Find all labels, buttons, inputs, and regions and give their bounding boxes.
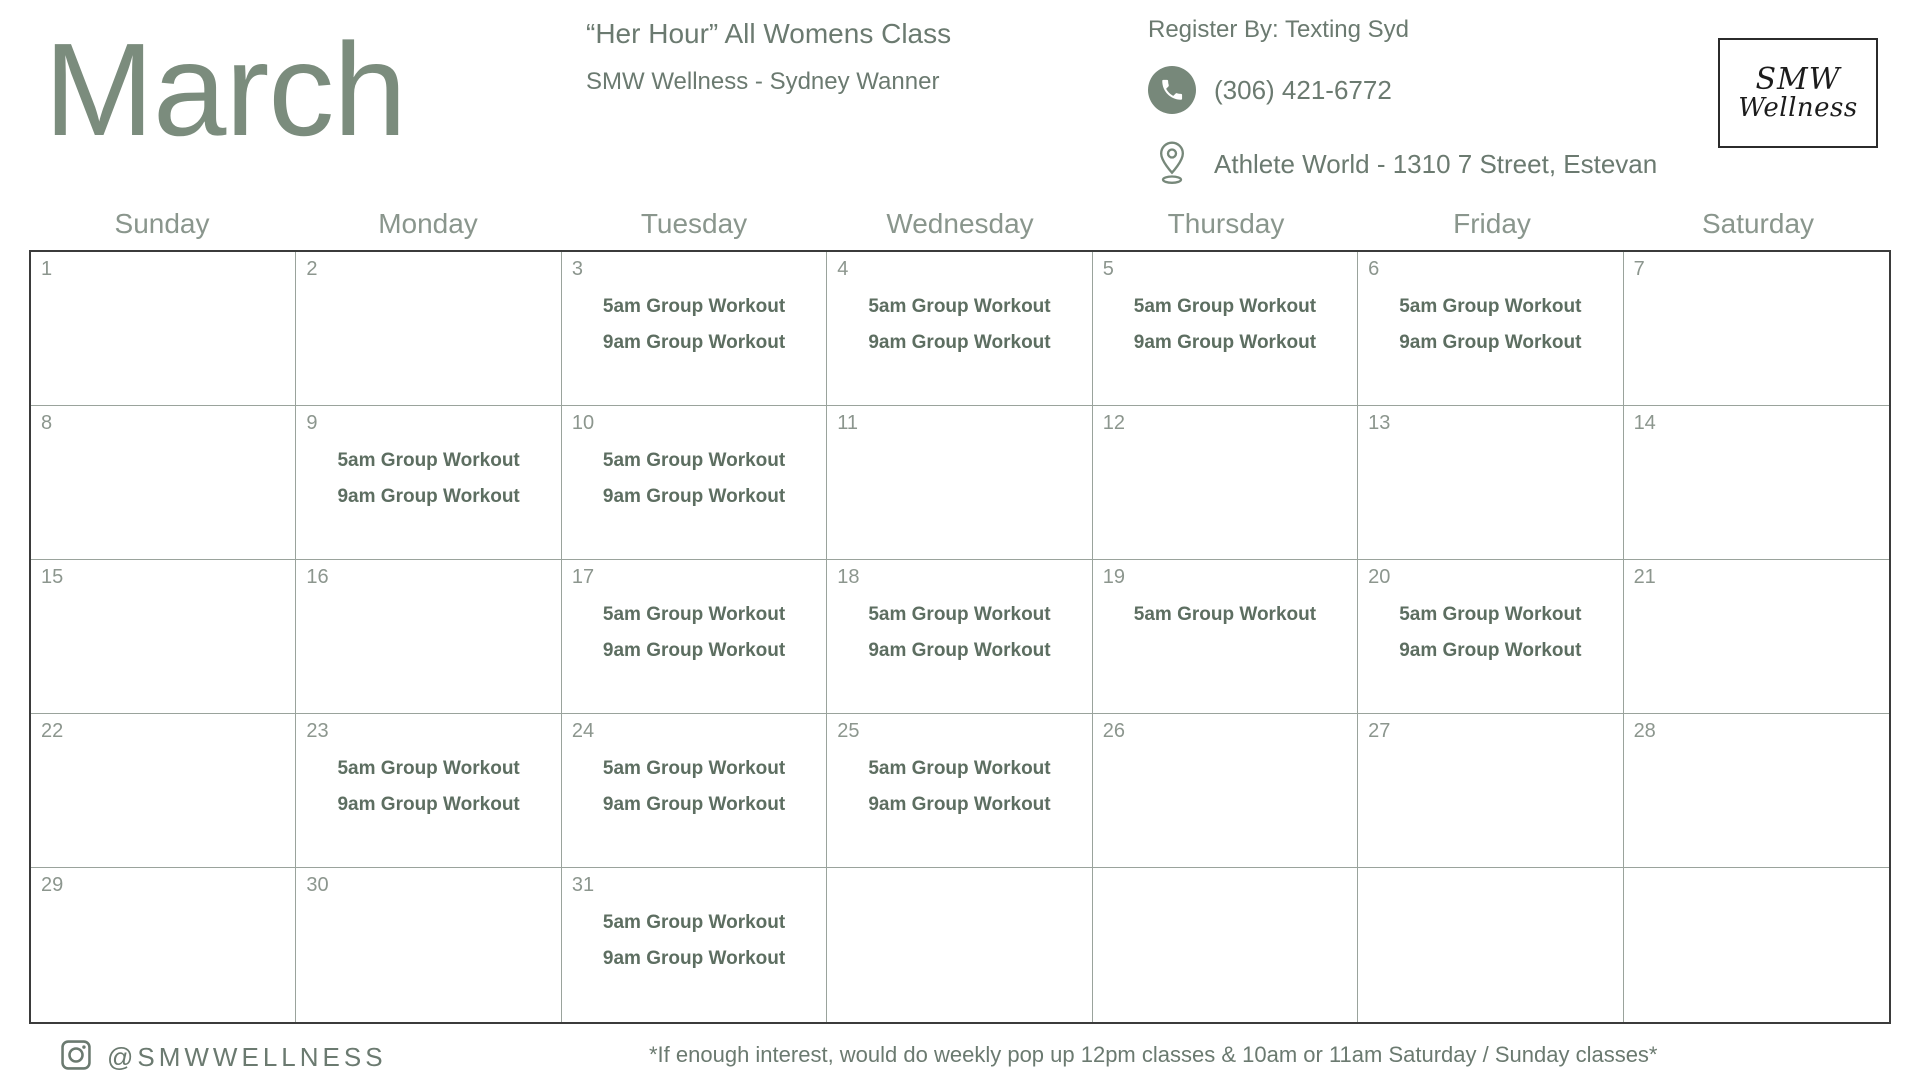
calendar-day-cell[interactable] [562,714,827,868]
event-item[interactable]: 9am Group Workout [602,948,786,969]
day-number: 21 [1633,566,1656,588]
day-number: 6 [1368,258,1380,280]
day-number: 14 [1633,412,1656,434]
day-events [572,450,816,508]
calendar-day-cell[interactable] [31,868,296,1022]
calendar-day-cell[interactable] [1358,406,1623,560]
day-number: 29 [41,874,64,896]
day-number: 20 [1368,566,1391,588]
calendar-day-cell[interactable] [827,252,1092,406]
day-number: 27 [1368,720,1391,742]
day-number: 5 [1102,258,1114,280]
calendar-day-cell[interactable] [31,406,296,560]
calendar-day-cell[interactable] [1093,868,1358,1022]
calendar-day-cell[interactable] [562,868,827,1022]
weekday-header-row [29,208,1891,250]
weekday-friday: Friday [1453,208,1531,239]
day-events [837,296,1081,354]
day-number: 15 [41,566,64,588]
day-number: 23 [306,720,329,742]
header [0,0,1920,208]
day-number: 7 [1633,258,1645,280]
address-contact[interactable] [1148,136,1657,192]
event-item[interactable]: 5am Group Workout [602,604,786,625]
calendar-day-cell[interactable] [1624,252,1889,406]
calendar-day-cell[interactable] [1624,714,1889,868]
day-number: 31 [571,874,595,896]
day-number: 16 [306,566,329,588]
calendar-day-cell[interactable] [1093,252,1358,406]
event-item[interactable]: 5am Group Workout [337,450,520,471]
day-events [572,758,816,816]
day-events [306,758,550,816]
calendar-grid [29,250,1891,1024]
day-number: 11 [837,412,859,434]
event-item[interactable]: 9am Group Workout [602,332,786,353]
calendar-day-cell[interactable] [1358,252,1623,406]
event-item[interactable]: 9am Group Workout [868,332,1051,353]
day-events [1368,604,1612,662]
calendar-day-cell[interactable] [1093,714,1358,868]
calendar-day-cell[interactable] [1624,868,1889,1022]
event-item[interactable]: 5am Group Workout [868,604,1051,625]
calendar-day-cell[interactable] [562,252,827,406]
day-number: 18 [837,566,860,588]
event-item[interactable]: 5am Group Workout [602,912,786,933]
calendar-day-cell[interactable] [827,406,1092,560]
footer [29,1024,1891,1080]
day-number: 25 [837,720,860,742]
day-events [306,450,550,508]
day-events [837,604,1081,662]
calendar-day-cell[interactable] [562,560,827,714]
logo-line-2: Wellness [1738,93,1858,124]
day-number: 10 [571,412,595,434]
calendar-day-cell[interactable] [1358,868,1623,1022]
calendar-day-cell[interactable] [31,714,296,868]
footer-note: *If enough interest, would do weekly pop up 12pm classes & 10am or 11am Saturday / Sunday classes* [649,1042,1658,1067]
day-events [572,296,816,354]
day-number: 24 [571,720,595,742]
day-number: 2 [306,258,318,280]
weekday-tuesday: Tuesday [640,208,748,239]
page-title: March [44,16,406,163]
event-item[interactable]: 9am Group Workout [602,640,786,661]
day-number: 28 [1633,720,1656,742]
day-events [572,604,816,662]
day-events [1368,296,1612,354]
day-number: 13 [1368,412,1391,434]
weekday-wednesday: Wednesday [886,208,1034,239]
phone-contact[interactable] [1148,66,1392,114]
address-text: Athlete World - 1310 7 Street, Estevan [1214,148,1658,179]
event-item[interactable]: 9am Group Workout [337,486,520,507]
calendar-day-cell[interactable] [1624,560,1889,714]
map-pin-icon [1148,136,1196,192]
calendar-day-cell[interactable] [1093,406,1358,560]
event-item[interactable]: 5am Group Workout [602,450,786,471]
calendar-day-cell[interactable] [827,560,1092,714]
phone-number: (306) 421-6772 [1214,74,1392,105]
weekday-thursday: Thursday [1167,208,1285,239]
class-subtitle: SMW Wellness - Sydney Wanner [586,68,940,95]
event-item[interactable]: 9am Group Workout [337,794,520,815]
day-number: 12 [1102,412,1125,434]
day-events [572,912,816,970]
logo-line-1: SMW [1755,61,1841,97]
calendar-day-cell[interactable] [827,714,1092,868]
event-item[interactable]: 5am Group Workout [337,758,520,779]
calendar-day-cell[interactable] [296,714,561,868]
event-item[interactable]: 5am Group Workout [868,758,1051,779]
event-item[interactable]: 9am Group Workout [868,640,1051,661]
calendar-day-cell[interactable] [31,560,296,714]
logo [1718,38,1878,148]
weekday-monday: Monday [378,208,478,239]
calendar-day-cell[interactable] [1358,560,1623,714]
event-item[interactable]: 5am Group Workout [1133,604,1317,625]
instagram-link[interactable] [59,1038,387,1077]
day-events [1103,604,1347,626]
event-item[interactable]: 5am Group Workout [1399,604,1582,625]
calendar-day-cell[interactable] [1624,406,1889,560]
event-item[interactable]: 9am Group Workout [1399,640,1582,661]
calendar-day-cell[interactable] [562,406,827,560]
class-title: “Her Hour” All Womens Class [586,18,952,49]
day-number: 17 [571,566,595,588]
instagram-icon [59,1038,93,1077]
day-events [1103,296,1347,354]
day-events [837,758,1081,816]
event-item[interactable]: 9am Group Workout [602,486,786,507]
phone-icon [1148,66,1196,114]
day-number: 26 [1102,720,1125,742]
event-item[interactable]: 9am Group Workout [1133,332,1317,353]
register-by-text: Register By: Texting Syd [1148,16,1410,43]
instagram-handle: @SMWWELLNESS [107,1042,387,1072]
calendar-day-cell[interactable] [31,252,296,406]
day-number: 22 [41,720,64,742]
weekday-sunday: Sunday [114,208,210,239]
event-item[interactable]: 5am Group Workout [1399,296,1582,317]
event-item[interactable]: 9am Group Workout [868,794,1051,815]
calendar-day-cell[interactable] [1093,560,1358,714]
calendar-day-cell[interactable] [296,406,561,560]
calendar-day-cell[interactable] [296,868,561,1022]
event-item[interactable]: 5am Group Workout [1133,296,1317,317]
event-item[interactable]: 9am Group Workout [1399,332,1582,353]
event-item[interactable]: 5am Group Workout [602,758,786,779]
calendar-day-cell[interactable] [296,252,561,406]
day-number: 8 [41,412,53,434]
day-number: 3 [571,258,583,280]
event-item[interactable]: 5am Group Workout [602,296,786,317]
event-item[interactable]: 5am Group Workout [868,296,1051,317]
event-item[interactable]: 9am Group Workout [602,794,786,815]
day-number: 19 [1102,566,1125,588]
calendar-day-cell[interactable] [827,868,1092,1022]
weekday-saturday: Saturday [1701,208,1815,239]
day-number: 30 [306,874,329,896]
day-number: 9 [306,412,318,434]
calendar-day-cell[interactable] [296,560,561,714]
calendar-day-cell[interactable] [1358,714,1623,868]
day-number: 4 [837,258,849,280]
day-number: 1 [41,258,53,280]
